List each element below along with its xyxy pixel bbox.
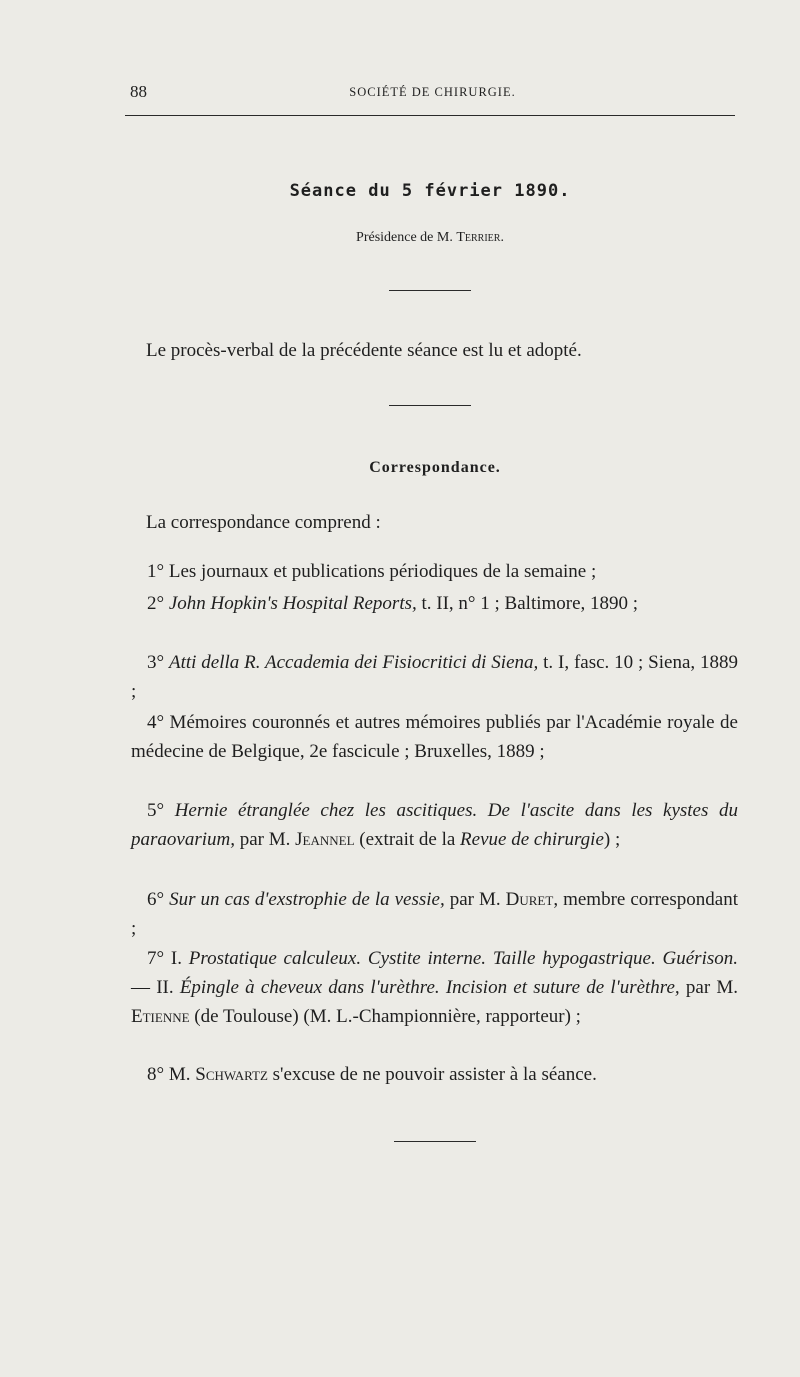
item-text: (extrait de la: [354, 829, 461, 850]
section-title: Correspondance.: [369, 459, 501, 476]
item-title: Hernie étranglée chez les ascitiques. De l'ascite dans les kystes du paraovarium,: [131, 800, 738, 850]
list-item: [131, 796, 738, 854]
item-text: , membre correspondant ;: [131, 889, 738, 939]
item-number: 6°: [147, 889, 170, 910]
item-title: Sur un cas d'exstrophie de la vessie,: [169, 889, 445, 910]
item-author: Schwartz: [195, 1064, 268, 1085]
divider-rule: [389, 290, 471, 291]
item-number: 7°: [147, 948, 171, 969]
divider-rule: [389, 405, 471, 406]
item-text: — II.: [131, 977, 180, 998]
presidence-line: [0, 230, 800, 246]
presidence-prefix: Présidence de M.: [356, 230, 457, 245]
list-item: [131, 589, 738, 618]
list-item: [131, 944, 738, 1031]
item-journal: Revue de chirurgie: [460, 829, 604, 850]
proces-verbal: Le procès-verbal de la précédente séance est lu et adopté.: [146, 340, 582, 361]
item-author: Jeannel: [295, 829, 355, 850]
list-item: [131, 708, 738, 766]
page-number: 88: [130, 82, 147, 101]
item-text: I.: [170, 948, 189, 969]
running-title: SOCIÉTÉ DE CHIRURGIE.: [349, 85, 516, 99]
divider-rule: [394, 1141, 476, 1142]
seance-title: Séance du 5 février 1890.: [289, 181, 571, 201]
item-number: 5°: [147, 800, 175, 821]
correspondance-intro: La correspondance comprend :: [146, 512, 381, 533]
item-text: t. II, n° 1 ; Baltimore, 1890 ;: [416, 593, 639, 614]
item-text: ) ;: [603, 829, 621, 850]
item-by: M.: [168, 1064, 196, 1085]
item-number: 2°: [147, 593, 169, 614]
item-author: Duret: [505, 889, 554, 910]
item-author: Etienne: [131, 1006, 190, 1027]
item-text: Les journaux et publications périodiques de la semaine ;: [168, 561, 597, 582]
item-number: 3°: [147, 652, 169, 673]
item-by: par M.: [444, 889, 506, 910]
item-number: 4°: [147, 712, 170, 733]
running-head: [130, 82, 735, 104]
presidence-name: Terrier: [456, 230, 501, 245]
item-by: par M.: [234, 829, 296, 850]
item-title: John Hopkin's Hospital Reports,: [168, 593, 417, 614]
item-title: Prostatique calculeux. Cystite interne. Taille hypogastrique. Guérison.: [188, 948, 738, 969]
item-text: Mémoires couronnés et autres mémoires publiés par l'Académie royale de médecine de Belgique, 2e fascicule ; Bruxelles, 1889 ;: [131, 712, 738, 762]
list-item: [131, 885, 738, 943]
item-text: (de Toulouse) (M. L.-Championnière, rapporteur) ;: [189, 1006, 581, 1027]
item-by: par M.: [679, 977, 738, 998]
item-text: t. I, fasc. 10 ; Siena, 1889 ;: [131, 652, 738, 702]
header-rule: [125, 115, 735, 116]
item-number: 1°: [147, 561, 169, 582]
list-item: [131, 1060, 738, 1089]
list-item: [131, 648, 738, 706]
item-number: 8°: [147, 1064, 169, 1085]
item-title: Épingle à cheveux dans l'urèthre. Incision et suture de l'urèthre,: [179, 977, 680, 998]
item-text: s'excuse de ne pouvoir assister à la séance.: [267, 1064, 597, 1085]
item-title: Atti della R. Accademia dei Fisiocritici di Siena,: [168, 652, 539, 673]
presidence-suffix: .: [500, 230, 504, 245]
list-item: [131, 557, 738, 586]
